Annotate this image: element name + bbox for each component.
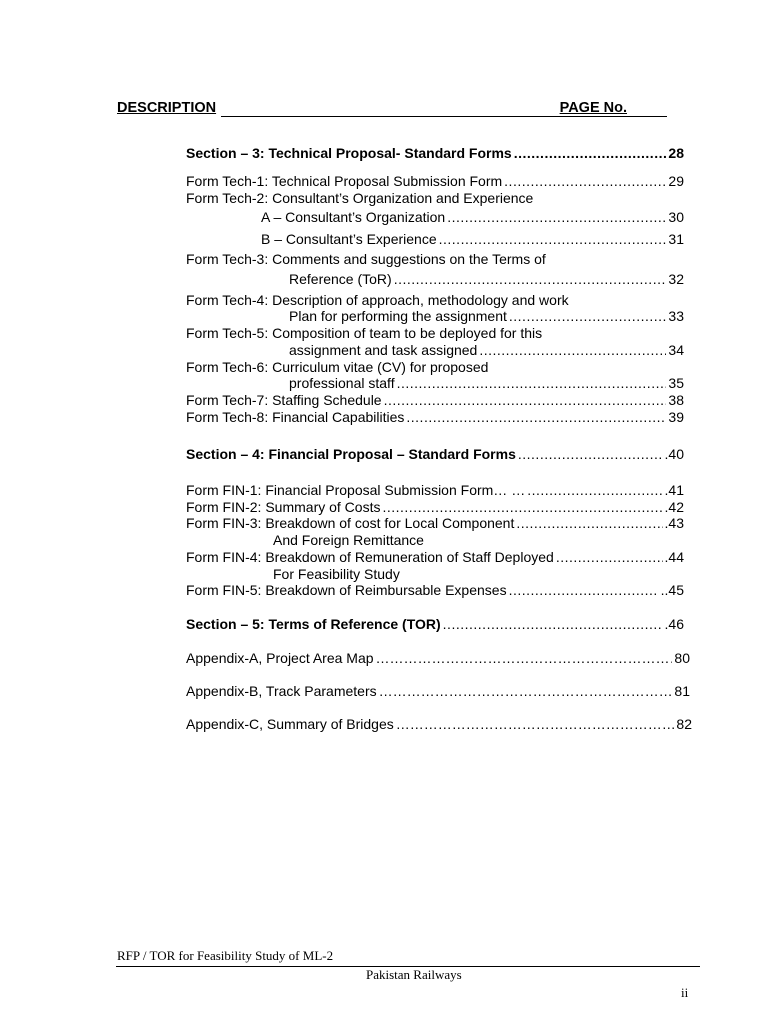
toc-page-number: 29 [668, 173, 684, 189]
toc-page-number: 35 [668, 375, 684, 391]
toc-page-number: .41 [664, 482, 684, 498]
toc-page-number: 34 [668, 342, 684, 358]
toc-page-number: 38 [668, 392, 684, 408]
toc-page-number: .44 [664, 549, 684, 565]
toc-page-number: .46 [664, 616, 684, 632]
toc-page-number: .42 [664, 499, 684, 515]
toc-page-number: 30 [668, 209, 684, 225]
toc-page-number: 81 [674, 683, 690, 699]
footer-document-title: RFP / TOR for Feasibility Study of ML-2 [117, 948, 334, 963]
description-heading: DESCRIPTION [117, 100, 217, 116]
page-no-heading: PAGE No. [559, 100, 627, 116]
toc-page-number: 80 [674, 650, 690, 666]
page-number: ii [681, 985, 689, 1000]
toc-page-number: .40 [664, 446, 684, 462]
toc-page-number: 28 [668, 145, 684, 161]
toc-page-number: 39 [668, 409, 684, 425]
header-rule [221, 116, 667, 117]
toc-header [117, 100, 627, 118]
toc-page-number: 33 [668, 308, 684, 324]
footer-organization: Pakistan Railways [366, 967, 462, 982]
toc-page-number: 31 [668, 231, 684, 247]
toc-page-number: 32 [668, 271, 684, 287]
toc-page-number: .43 [664, 515, 684, 531]
toc-page-number: ..45 [660, 582, 684, 598]
toc-page-number: 82 [676, 716, 692, 732]
